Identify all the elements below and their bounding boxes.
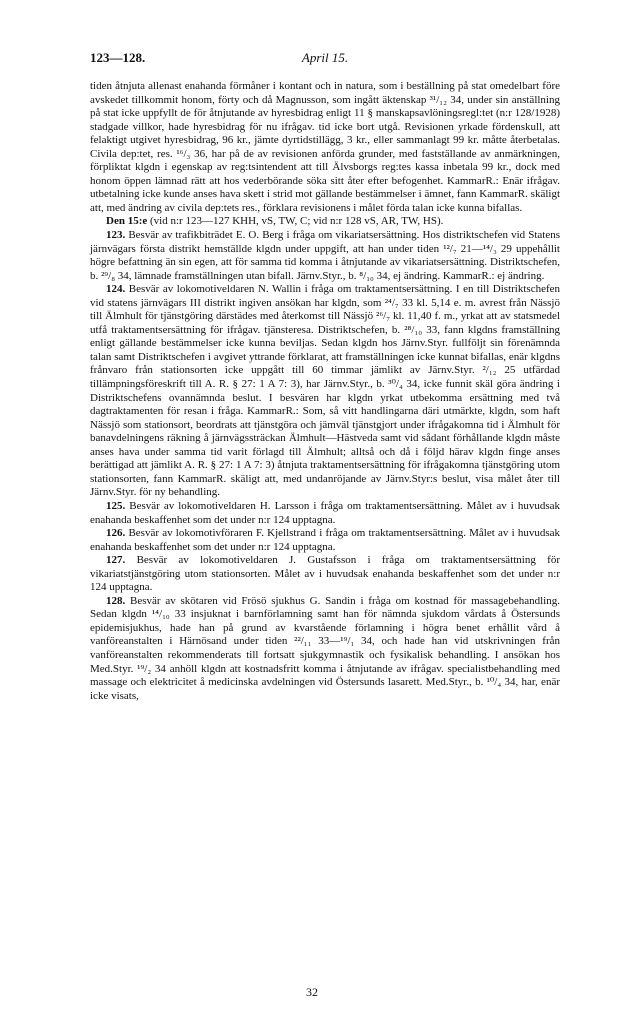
section-125 (90, 500, 560, 527)
section-128 (90, 595, 560, 703)
section-text: Besvär av lokomotivföraren F. Kjellstrand i fråga om traktamentsersättning. Målet av i huvudsak enahanda beskaffenhet som det under n:r 124 upptagna. (90, 527, 560, 553)
decision-paragraph (90, 215, 560, 229)
section-text: Besvär av lokomotiveldaren N. Wallin i fråga om traktamentsersättning. I en till Distriktschefen vid statens järnvägars III distrikt ingiven ansökan har klgdn, som ²⁴/₇ 33 kl. 5,14 e. m. avrest från Nässjö till Älmhult för tjänstgöring därstädes med återkomst till Nässjö ²⁶/₇ kl. 11,40 f. m., yrkat att av statsmedel utfå traktamentsersättning för ifrågav. tjänsteresa. Distriktschefen, b. ²⁸/₁₀ 33, fann klgdns framställning enligt gällande bestämmelser icke kunna beviljas. Sedan klgdn hos Järnv.Styr. fullföljt sin förenämnda talan samt Distriktschefen i avgivet yttrande förklarat, att framställningen icke kunnat bifallas, enär klgdns frånvaro från stationsorten icke uppgått till 60 timmar jämlikt av Järnv.Styr. ²/₁₂ 25 utfärdad tillämpningsföreskrift till A. R. § 27: 1 A 7: 3), har Järnv.Styr., b. ³⁰/₄ 34, icke funnit skäl göra ändring i Distriktschefens ovannämnda beslut. I besvären har klgdn yrkat utbekomma ersättning med två dagtraktamenten för resan i fråga. KammarR.: Som, så vitt handlingarna däri utmärkte, klgdn, som haft Nässjö som stationsort, beordrats att tjänstgöra och jämväl tjänstgjort under ifrågakomna tid i Älmhult för banavdelningens räkning å järnvägssträckan Älmhult—Hästveda samt vid sådant förhållande klgdn måste anses hava under samma tid varit förlagd till Älmhult; alltså och då i följd härav klgdn finge anses berättigad att jämlikt A. R. § 27: 1 A 7: 3) åtnjuta traktamentsersättning för ifrågakomna tjänstgöring utom stationsorten, fann KammarR. skäligt att, med undanröjande av Järnv.Styr:s beslut, visa målet åter till Järnv.Styr. för ny behandling. (90, 283, 561, 499)
section-127 (90, 554, 560, 595)
decision-text: (vid n:r 123—127 KHH, vS, TW, C; vid n:r 128 vS, AR, TW, HS). (150, 215, 444, 228)
running-header (90, 50, 560, 70)
section-126 (90, 527, 560, 554)
intro-paragraph: tiden åtnjuta allenast enahanda förmåner i kontant och in natura, som i beställning på stat omedelbart före avskedet tillkommit honom, förty och då Magnusson, som ingått äktenskap ³¹/₁₂ 34, under sin anställning på stat icke uppfyllt de för åtnjutande av hyresbidrag enligt 11 § manskapsavlöningsregl:tet (n:r 128/1928) stadgade villkor, hade hyresbidrag för nu ifrågav. tid icke bort utgå. Revisionen yrkade fördenskull, att felaktigt utgivet hyresbidrag, 96 kr., jämte dyrtidstillägg, 3 kr., eller sammanlagt 99 kr. måtte återbetalas. Civila dep:tet, res. ¹⁶/₃ 36, har på de av revisionen anförda grunder, med fastställande av anmärkningen, förpliktat klgdn i egenskap av reg:tsintendent att till Älvsborgs reg:tes kassa inbetala 99 kr., dock med honom öppen lämnad rätt att hos vederbörande söka sitt åter efter befogenhet. KammarR.: Enär ifrågav. utbetalning icke kunde anses hava skett i strid mot gällande bestämmelser i ämnet, fann KammarR. skäligt att, med ändring av civila dep:tets res., förklara revisionens i målet förda talan icke kunna bifallas. (90, 80, 560, 214)
section-number: 125. (106, 499, 126, 512)
section-124 (90, 283, 560, 500)
section-number: 124. (106, 283, 126, 296)
decision-label: Den 15:e (106, 215, 148, 228)
section-text: Besvär av trafikbiträdet E. O. Berg i fråga om vikariatsersättning. Hos distriktschefen vid Statens järnvägars första distrikt hemställde klgdn under uppgift, att han under tiden ¹²/₇ 21—¹⁴/₃ 29 uppehållit högre befattning än sin egen, att för samma tid komma i åtnjutande av vikariatsersättning. Distriktschefen, b. ²⁹/₈ 34, lämnade framställningen utan bifall. Järnv.Styr., b. ⁸/₁₀ 34, ej ändring. KammarR.: ej ändring. (90, 229, 560, 282)
section-123 (90, 229, 560, 283)
section-number: 128. (106, 594, 126, 607)
section-number: 126. (106, 527, 126, 540)
section-text: Besvär av skötaren vid Frösö sjukhus G. Sandin i fråga om kostnad för massagebehandling. Sedan klgdn ¹⁴/₁₀ 33 insjuknat i barnförlamning samt han för nämnda sjukdom vårdats å Östersunds epidemisjukhus, hade han på grund av kvarstående förlamning i högra benet erhållit vård å vanföreanstalten i Härnösand under tiden ²²/₁₁ 33—¹⁹/₁ 34, och hade han vid utskrivningen från vanföreanstalten rekommenderats till fortsatt sjukgymnastik och fysikalisk behandling. I ansökan hos Med.Styr. ¹⁹/₂ 34 anhöll klgdn att kostnadsfritt komma i åtnjutande av ifrågav. specialistbehandling med massage och elektricitet å medicinska avdelningen vid Östersunds lasarett. Med.Styr., b. ¹⁰/₄ 34, har, enär icke visats, (90, 594, 560, 702)
page-date: April 15. (301, 50, 349, 65)
case-range: 123—128. (90, 50, 146, 65)
section-text: Besvär av lokomotiveldaren H. Larsson i fråga om traktamentsersättning. Målet av i huvudsak enahanda beskaffenhet som det under n:r 124 upptagna. (90, 499, 560, 526)
section-number: 127. (106, 554, 126, 567)
page-number: 32 (306, 985, 318, 999)
section-text: Besvär av lokomotiveldaren J. Gustafsson i fråga om traktamentsersättning för vikariatstjänstgöring utom stationsorten. Målet av i huvudsak enahanda beskaffenhet som det under n:r 124 upptagna. (90, 554, 560, 594)
body-text (90, 80, 560, 703)
section-number: 123. (106, 229, 126, 242)
